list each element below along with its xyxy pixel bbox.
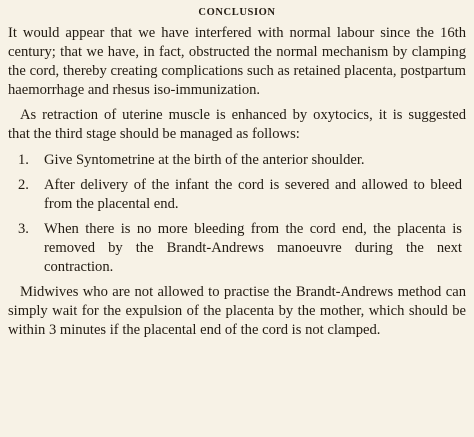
list-item [18,151,466,170]
intro-paragraph: It would appear that we have interfered with normal labour since the 16th century; that we have, in fact, obstructed the normal mechanism by clamping the cord, thereby creating complications such as retained placenta, postpartum haemorrhage and rhesus iso-immunization. [8,25,466,99]
suggestion-paragraph: As retraction of uterine muscle is enhanced by oxytocics, it is suggested that the third stage should be managed as follows: [8,107,466,143]
section-heading: CONCLUSION [198,7,276,18]
step-text: After delivery of the infant the cord is severed and allowed to bleed from the placental end. [44,176,462,212]
list-item [18,176,466,214]
step-number: 3. [18,220,29,237]
step-text: Give Syntometrine at the birth of the anterior shoulder. [44,151,365,168]
step-number: 2. [18,176,29,193]
list-item [18,220,466,277]
closing-paragraph: Midwives who are not allowed to practise the Brandt-Andrews method can simply wait for the expulsion of the placenta by the mother, which should be within 3 minutes if the placental end of the cord is not clamped. [8,284,466,339]
steps-list [8,151,466,278]
step-text: When there is no more bleeding from the cord end, the placenta is removed by the Brandt-Andrews manoeuvre during the next contraction. [44,220,462,276]
step-number: 1. [18,151,29,168]
